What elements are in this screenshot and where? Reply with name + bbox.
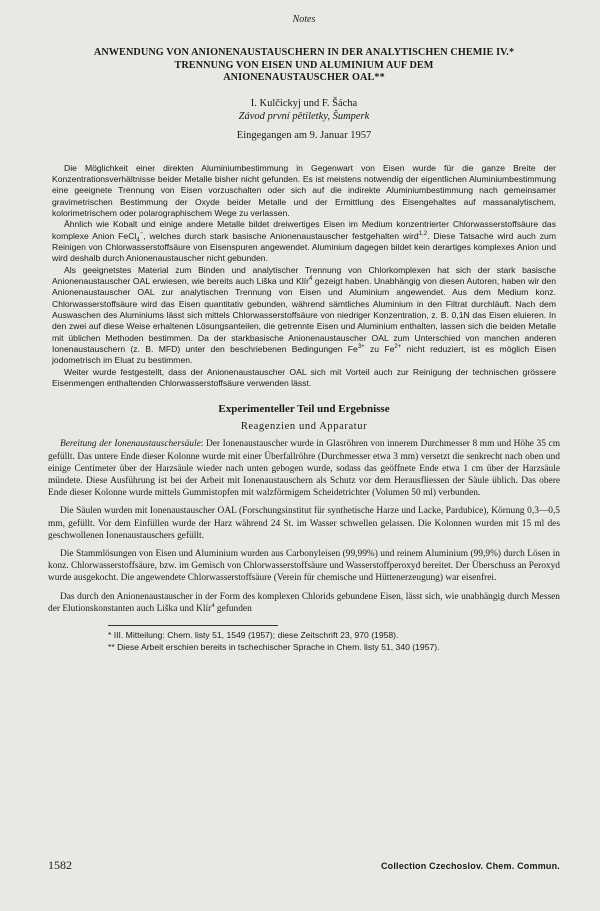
title-line-3: ANIONENAUSTAUSCHER OAL** (223, 72, 385, 83)
footnote: * III. Mitteilung: Chem. listy 51, 1549 (1957); diese Zeitschrift 23, 970 (1958). (108, 630, 399, 641)
footnote: ** Diese Arbeit erschien bereits in tschechischer Sprache in Chem. listy 51, 340 (1957). (108, 641, 440, 652)
subsection-title: Reagenzien und Apparatur (240, 421, 368, 433)
running-header: Notes (292, 14, 316, 25)
abstract-paragraph: Weiter wurde festgestellt, dass der Anionenaustauscher OAL sich mit Vorteil auch zur Reinigung der technischen grössere Eisenmengen enthaltenden Chlorwasserstoffsäure verwenden lässt. (52, 366, 556, 389)
title-line-1: ANWENDUNG VON ANIONENAUSTAUSCHERN IN DER ANALYTISCHEN CHEMIE IV.* (93, 47, 515, 58)
page-number: 1582 (48, 858, 72, 872)
received-date: Eingegangen am 9. Januar 1957 (236, 129, 372, 141)
title-line-2: TRENNUNG VON EISEN UND ALUMINIUM AUF DEM (174, 59, 434, 71)
footnote-divider (108, 625, 278, 626)
journal-name: Collection Czechoslov. Chem. Commun. (380, 861, 560, 871)
abstract-paragraph: Als geeignetstes Material zum Binden und analytischer Trennung von Chlorkomplexen hat sich der stark basische Anionenaustauscher OAL erwiesen, wie bereits auch Liška und Klír$^4$ gezeigt haben. Unabhängig von diesen Autoren, haben wir den Anionenaustauscher OAL zur analytischen Trennung von Eisen und Aluminium angewendet. Aus dem Medium konz. Chlorwasserstoffsäure wird das Eisen quantitativ gebunden, während sämtliches Aluminium in den Filtrat durchläuft. Nach dem Auswaschen des Aluminiums lässt sich mittels Chlorwasserstoffsäure von niedriger Konzentration, z. B. 0,1N das Eisen eluieren. In den zwei auf diese Weise erhaltenen Lösungsanteilen, die getrennte Eisen und Aluminium enthalten, lassen sich die beiden Metalle mit üblichen Methoden bestimmen. Da der starkbasische Anionenaustauscher OAL zum Unterschied von manchen anderen Ionenaustauschern (z. B. MFD) unter den beschriebenen Bedingungen $Fe^{3+}$ zu $Fe^{2+}$ nicht reduziert, ist es möglich Eisen jodometrisch im Eluat zu bestimmen. (52, 264, 556, 366)
authors: I. Kulčickyj und F. Šácha (250, 97, 358, 109)
body-paragraph: Die Säulen wurden mit Ionenaustauscher OAL (Forschungsinstitut für synthetische Harze und Lacke, Pardubice), Körnung 0,3—0,5 mm, gefüllt. Vor dem Einfüllen wurde der Harz während 24 St. im Wasser schwellen gelassen. Die Kolonnen wurden mit 15 ml des geschwollenen Ionenaustauschers gefüllt. (48, 506, 560, 541)
body-text (48, 438, 560, 615)
section-title: Experimenteller Teil und Ergebnisse (218, 403, 390, 416)
footnotes (48, 630, 560, 653)
affiliation: Závod první pětiletky, Šumperk (238, 110, 370, 122)
body-paragraph: Die Stammlösungen von Eisen und Aluminium wurden aus Carbonyleisen (99,99%) und reinem Aluminium (99,9%) durch Lösen in konz. Chlorwasserstoffsäure, bzw. im Gemisch von Chlorwasserstoffsäure und Wasserstoffperoxyd bereitet. Der Überschuss an Peroxyd wurde ausgekocht. Die angewendete Chlorwasserstoffsäure (Verein für chemische und Hüttenerzeugung) war eisenfrei. (48, 549, 560, 584)
abstract-paragraph: Ähnlich wie Kobalt und einige andere Metalle bildet dreiwertiges Eisen im Medium konzentrierter Chlorwasserstoffsäure das komplexe Anion FeCl$_4$−, welches durch stark basische Anionenaustauscher festgehalten wird$^{1,2}$. Diese Tatsache wird auch zum Reinigen von Chlorwasserstoffsäure von Eisenspuren angewendet. Aluminium dagegen bildet kein derartiges komplexes Anion und wird deshalb durch Anionenaustauscher nicht gebunden. (52, 219, 556, 264)
abstract-paragraph: Die Möglichkeit einer direkten Aluminiumbestimmung in Gegenwart von Eisen wurde für die ganze Breite der Konzentrationsverhältnisse beider Metalle bisher nicht gefunden. Es ist meistens notwendig der eigentlichen Aluminiumbestimmung eine geeignete Trennung von Eisen vorzuschalten oder sich auf die indirekte Aluminiumbestimmung nach gemeinsamer gravimetrischen Bestimmung der Oxyde beider Metalle und der Ermittlung des Eisengehaltes auf massanalytischem, kolorimetrischem oder polarographischem Wege zu verlassen. (52, 162, 556, 218)
abstract (48, 163, 560, 390)
page-footer (48, 858, 560, 873)
article-title (48, 47, 560, 85)
body-paragraph: Bereitung der Ionenaustauschersäule: Der Ionenaustauscher wurde in Glasröhren von innerem Durchmesser 8 mm und Höhe 35 cm gefüllt. Das untere Ende dieser Kolonne wurde mit einer Überfallröhre (Durchmesser etwa 3 mm) versetzt die senkrecht nach oben und einige Centimeter über der Harzsäule wieder nach unten gebogen wurde, sodass das geöffnete Ende etwa 1 cm über der Harzsäule mündete. Diese Ausführung ist bei der Arbeit mit Ionenaustauschern als Schutz vor dem Herausfliessen der Säule üblich. Das obere Ende dieser Kolonne wurde mittels Gummistopfen mit walzförmigem Scheidetrichter (Volumen 50 ml) verbunden. (48, 439, 560, 499)
body-paragraph: Das durch den Anionenaustauscher in der Form des komplexen Chlorids gebundene Eisen, lässt sich, wie unabhängig durch Messen der Elutionskonstanten auch Liška und Klír$^4$ gefunden (48, 591, 560, 614)
